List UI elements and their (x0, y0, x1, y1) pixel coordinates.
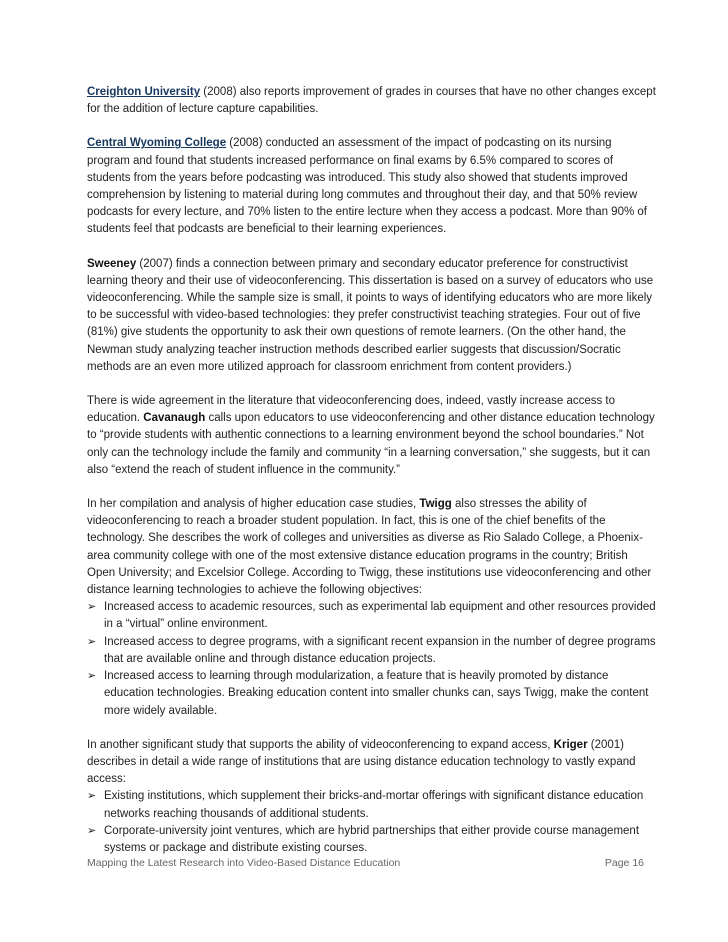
list-item (87, 788, 657, 822)
section-twigg (87, 496, 657, 720)
creighton-link[interactable]: Creighton University (87, 86, 201, 98)
paragraph-text: In her compilation and analysis of higher education case studies, (87, 498, 420, 511)
page-footer (87, 857, 644, 869)
arrow-bullet-icon: ➢ (87, 670, 97, 683)
paragraph-sweeney (87, 256, 657, 376)
list-item (87, 668, 657, 720)
list-item-text: Increased access to learning through modularization, a feature that is heavily promoted by distance education technologies. Breaking education content into smaller chunks can, says Twigg, make the content more widely available. (104, 670, 649, 717)
section-kriger (87, 737, 657, 857)
author-name: Twigg (419, 498, 452, 511)
arrow-bullet-icon: ➢ (87, 824, 97, 837)
paragraph-twigg (87, 496, 657, 599)
list-item (87, 599, 657, 633)
list-item-text: Increased access to academic resources, such as experimental lab equipment and other resources provided in a “virtual” online environment. (104, 601, 656, 631)
arrow-bullet-icon: ➢ (87, 601, 97, 614)
footer-title: Mapping the Latest Research into Video-Based Distance Education (87, 857, 401, 869)
paragraph-creighton (87, 84, 657, 118)
document-body (87, 84, 657, 857)
list-item-text: Corporate-university joint ventures, which are hybrid partnerships that either provide course management systems or package and distribute existing courses. (104, 824, 640, 854)
list-item-text: Increased access to degree programs, with a significant recent expansion in the number of degree programs that are available online and through distance education projects. (104, 635, 656, 665)
list-item (87, 823, 657, 857)
list-item-text: Existing institutions, which supplement their bricks-and-mortar offerings with significant distance education networks reaching thousands of additional students. (104, 790, 644, 820)
paragraph-text: (2008) conducted an assessment of the impact of podcasting on its nursing program and found that students increased performance on final exams by 6.5% compared to scores of students from the years before podcasting was introduced. This study also showed that students improved comprehension by listening to material during long commutes and throughout their day, and that 50% review podcasts for every lecture, and 70% listen to the entire lecture when they access a podcast. More than 90% of students feel that podcasts are beneficial to their learning experiences. (87, 137, 647, 236)
paragraph-text: There is wide agreement in the literature that videoconferencing does, indeed, vastly increase access to education. (87, 395, 616, 425)
paragraph-text: (2001) describes in detail a wide range of institutions that are using distance education technology to vastly expand access: (87, 738, 636, 786)
bullet-list (87, 788, 657, 857)
bullet-list (87, 599, 657, 719)
paragraph-text: also stresses the ability of videoconferencing to reach a broader student population. In fact, this is one of the chief benefits of the technology. She describes the work of colleges and universities as diverse as Rio Salado College, a Phoenix-area community college with one of the most extensive distance education programs in the country; British Open University; and Excelsior College. According to Twigg, these institutions use videoconferencing and other distance learning technologies to achieve the following objectives: (87, 498, 652, 597)
author-name: Cavanaugh (143, 412, 206, 425)
paragraph-text: In another significant study that supports the ability of videoconferencing to expand access, (87, 738, 554, 751)
arrow-bullet-icon: ➢ (87, 790, 97, 803)
paragraph-central-wyoming (87, 135, 657, 238)
paragraph-kriger (87, 737, 657, 789)
page-number: Page 16 (604, 857, 644, 869)
arrow-bullet-icon: ➢ (87, 635, 97, 648)
list-item (87, 634, 657, 668)
paragraph-text: calls upon educators to use videoconferencing and other distance education technology to “provide students with authentic connections to a learning environment beyond the school boundaries.” Not only can the technology include the family and community “in a learning conversation,” she suggests, but it can also “extend the reach of student influence in the community.” (87, 412, 655, 476)
paragraph-cavanaugh (87, 393, 657, 479)
author-name: Kriger (553, 738, 588, 751)
author-name: Sweeney (87, 257, 137, 270)
central-wyoming-link[interactable]: Central Wyoming College (87, 137, 227, 150)
paragraph-text: (2008) also reports improvement of grades in courses that have no other changes except for the addition of lecture capture capabilities. (87, 86, 656, 116)
paragraph-text: (2007) finds a connection between primary and secondary educator preference for constructivist learning theory and their use of videoconferencing. This dissertation is based on a survey of educators who use videoconferencing. While the sample size is small, it points to ways of identifying educators who are more likely to be successful with video-based technologies: they prefer constructivist teaching strategies. Four out of five (81%) give students the opportunity to ask their own questions of remote learners. (On the other hand, the Newman study analyzing teacher instruction methods described earlier suggests that discussion/Socratic methods are an even more utilized approach for classroom enrichment from content providers.) (87, 257, 654, 373)
